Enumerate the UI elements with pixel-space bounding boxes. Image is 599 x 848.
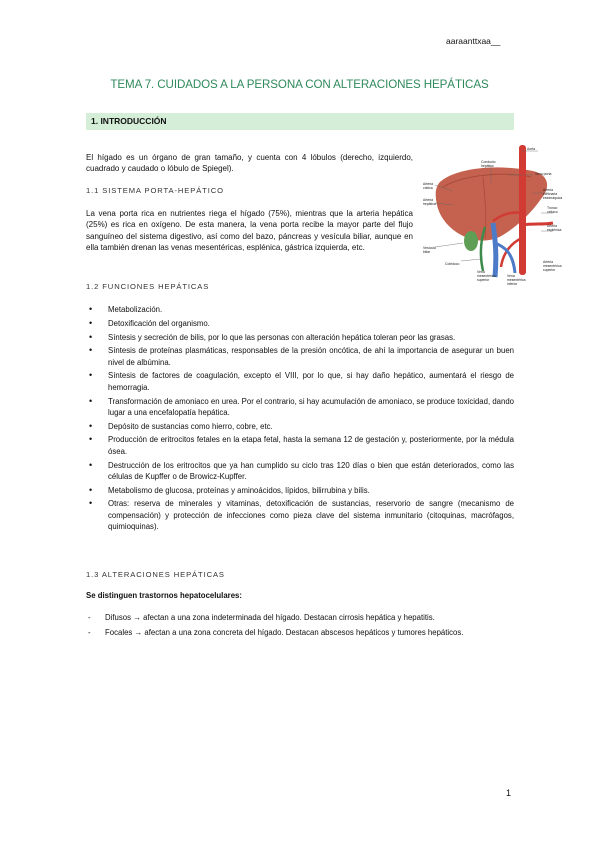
list-item: - Difusos → afectan a una zona indeterminada del hígado. Destacan cirrosis hepática y hepatitis. bbox=[86, 612, 514, 623]
list-item: • Síntesis y secreción de bilis, por lo que las personas con alteración hepática toleran peor las grasas. bbox=[86, 332, 514, 343]
list-item: • Síntesis de factores de coagulación, excepto el VIII, por lo que, si hay daño hepático, aumentará el riesgo de hemorragia. bbox=[86, 370, 514, 393]
list-item: • Depósito de sustancias como hierro, cobre, etc. bbox=[86, 421, 514, 432]
label-aorta: Aorta bbox=[527, 147, 536, 151]
label-vena-porta: Vena porta bbox=[535, 172, 552, 176]
list-item: - Focales → afectan a una zona concreta del hígado. Destacan abscesos hepáticos y tumores hepáticos. bbox=[86, 627, 514, 638]
svg-text:hepático: hepático bbox=[481, 164, 494, 168]
alteraciones-list-container bbox=[86, 612, 514, 643]
subheading-porta: 1.1 SISTEMA PORTA-HEPÁTICO bbox=[86, 186, 224, 195]
label-coledoco: Colédoco bbox=[445, 262, 460, 266]
list-item: • Destrucción de los eritrocitos que ya han cumplido su ciclo tras 120 días o bien que están deteriorados, como las células de Kupffer o de Browicz-Kupffer. bbox=[86, 460, 514, 483]
list-item: • Metabolización. bbox=[86, 304, 514, 315]
document-title: TEMA 7. CUIDADOS A LA PERSONA CON ALTERACIONES HEPÁTICAS bbox=[110, 78, 489, 91]
label-vena-mes-sup: Vena bbox=[477, 270, 485, 274]
svg-text:mesentérica: mesentérica bbox=[543, 264, 562, 268]
svg-text:inferior: inferior bbox=[507, 282, 518, 286]
funciones-list-container bbox=[86, 304, 514, 535]
funciones-list bbox=[86, 304, 514, 532]
svg-text:mesentérica: mesentérica bbox=[477, 274, 496, 278]
list-item: • Otras: reserva de minerales y vitaminas, detoxificación de sustancias, reservorio de sangre (mecanismo de compensación) y protección de infecciones como pieza clave del sistema inmunitario (citoquinas, macrófagos, quimioquinas). bbox=[86, 498, 514, 532]
subheading-alteraciones: 1.3 ALTERACIONES HEPÁTICAS bbox=[86, 570, 225, 579]
svg-text:hepática: hepática bbox=[423, 202, 436, 206]
label-arteria-coronaria: Arteria bbox=[543, 188, 553, 192]
list-item: • Producción de eritrocitos fetales en la etapa fetal, hasta la semana 12 de gestación y, posteriormente, por la médula ósea. bbox=[86, 434, 514, 457]
svg-text:mesentérica: mesentérica bbox=[507, 278, 526, 282]
svg-text:esplénica: esplénica bbox=[547, 228, 562, 232]
section-heading: 1. INTRODUCCIÓN bbox=[91, 116, 167, 126]
list-item: • Detoxificación del organismo. bbox=[86, 318, 514, 329]
alteraciones-lead: Se distinguen trastornos hepatocelulares: bbox=[86, 591, 242, 600]
intro-paragraph bbox=[86, 152, 413, 175]
label-conducto: Conducto bbox=[481, 160, 496, 164]
porta-text: La vena porta rica en nutrientes riega el hígado (75%), mientras que la arteria hepática (25%) es rica en oxígeno. De esta manera, la vena porta recibe la mayor parte del flujo sanguíneo del sistema digestivo, así como del bazo, páncreas y vesícula biliar, aunque en ella también drenan las venas mesentéricas, esplénica, gástrica izquierda, etc. bbox=[86, 209, 413, 252]
subheading-funciones: 1.2 FUNCIONES HEPÁTICAS bbox=[86, 282, 210, 291]
svg-text:biliar: biliar bbox=[423, 250, 431, 254]
page-number: 1 bbox=[506, 788, 512, 798]
svg-text:superior: superior bbox=[543, 268, 556, 272]
svg-text:cística: cística bbox=[423, 186, 433, 190]
label-tronco-celiaco: Tronco bbox=[547, 206, 558, 210]
alteraciones-list bbox=[86, 612, 514, 639]
intro-text: El hígado es un órgano de gran tamaño, y cuenta con 4 lóbulos (derecho, izquierdo, cuadrado y caudado o lóbulo de Spiegel). bbox=[86, 153, 413, 174]
label-arteria-hepatica: Arteria bbox=[423, 198, 433, 202]
svg-text:coronaria: coronaria bbox=[543, 192, 558, 196]
list-item: • Síntesis de proteínas plasmáticas, responsables de la presión oncótica, de ahí la importancia de asegurar un buen nivel de albúmina. bbox=[86, 345, 514, 368]
label-arteria-cistica: Arteria bbox=[423, 182, 433, 186]
list-item: • Metabolismo de glucosa, proteínas y aminoácidos, lípidos, bilirrubina y bilis. bbox=[86, 485, 514, 496]
label-arteria-esplenica: Arteria bbox=[547, 224, 557, 228]
liver-figure bbox=[423, 143, 565, 289]
liver-illustration bbox=[423, 143, 565, 289]
label-arteria-mes-sup: Arteria bbox=[543, 260, 553, 264]
svg-text:celíaco: celíaco bbox=[547, 210, 558, 214]
svg-text:estomáquica: estomáquica bbox=[543, 196, 563, 200]
list-item: • Transformación de amoniaco en urea. Por el contrario, si hay acumulación de amoniaco, se produce toxicidad, dando lugar a una encefalopatía hepática. bbox=[86, 396, 514, 419]
porta-paragraph bbox=[86, 208, 413, 253]
watermark: aaraanttxaa__ bbox=[446, 36, 501, 46]
svg-text:superior: superior bbox=[477, 278, 490, 282]
label-vena-mes-inf: Vena bbox=[507, 274, 515, 278]
label-vesicula: Vesícula bbox=[423, 246, 436, 250]
